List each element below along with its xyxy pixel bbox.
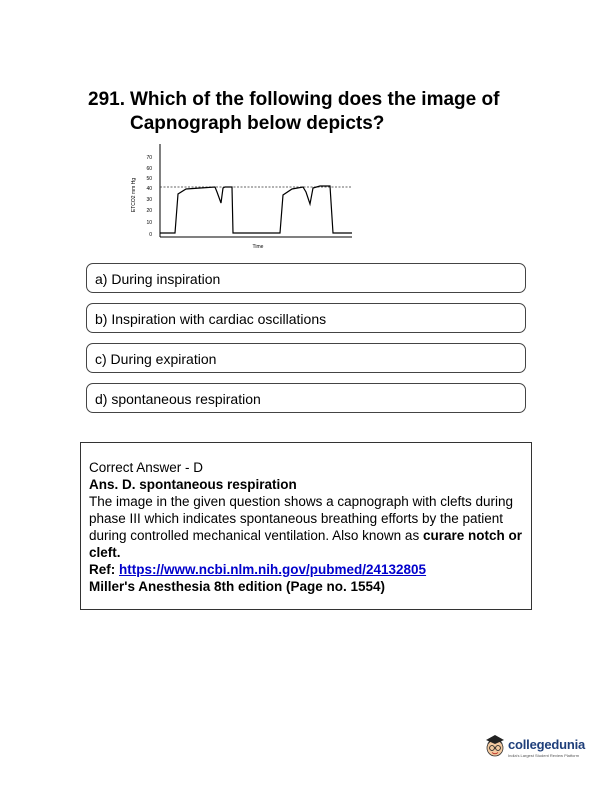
capnograph-svg xyxy=(120,140,360,255)
ytick-label: 10 xyxy=(146,220,152,226)
logo-tagline: India's Largest Student Review Platform xyxy=(508,753,580,758)
question-number: 291. xyxy=(88,89,125,110)
ref-label: Ref: xyxy=(89,562,116,577)
ytick-label: 30 xyxy=(146,197,152,203)
answer-box xyxy=(80,442,532,610)
capnograph-ylabel: ETCO2 mm Hg xyxy=(131,177,137,213)
reference-line xyxy=(89,561,523,578)
ref-link[interactable]: https://www.ncbi.nlm.nih.gov/pubmed/24132805 xyxy=(119,562,427,577)
ytick-label: 60 xyxy=(146,166,152,172)
ytick-label: 0 xyxy=(149,232,152,238)
book-reference: Miller's Anesthesia 8th edition (Page no. 1554) xyxy=(89,579,386,594)
option-c[interactable]: c) During expiration xyxy=(86,343,526,373)
explanation-text: The image in the given question shows a capnograph with clefts during phase III which indicates spontaneous breathing efforts by the patient during controlled mechanical ventilation. Also known as xyxy=(89,494,514,543)
collegedunia-logo xyxy=(484,732,584,762)
capnograph-figure xyxy=(120,140,360,255)
question-text: Which of the following does the image of Capnograph below depicts? xyxy=(130,89,500,134)
capnograph-waveform xyxy=(160,186,352,233)
ytick-label: 70 xyxy=(146,155,152,161)
logo-name: collegedunia xyxy=(508,737,586,752)
ytick-label: 40 xyxy=(146,186,152,192)
option-a[interactable]: a) During inspiration xyxy=(86,263,526,293)
explanation-bold: curare notch or cleft. xyxy=(89,528,522,560)
answer-explanation xyxy=(89,493,523,561)
options-list xyxy=(86,263,526,423)
option-b[interactable]: b) Inspiration with cardiac oscillations xyxy=(86,303,526,333)
ytick-label: 50 xyxy=(146,176,152,182)
ytick-label: 20 xyxy=(146,208,152,214)
answer-heading: Ans. D. spontaneous respiration xyxy=(89,477,297,492)
option-d[interactable]: d) spontaneous respiration xyxy=(86,383,526,413)
capnograph-ticks xyxy=(146,155,152,238)
question-heading xyxy=(88,88,558,136)
student-mascot-icon xyxy=(484,734,506,760)
capnograph-xlabel: Time xyxy=(252,244,264,250)
correct-answer: Correct Answer - D xyxy=(89,460,204,475)
